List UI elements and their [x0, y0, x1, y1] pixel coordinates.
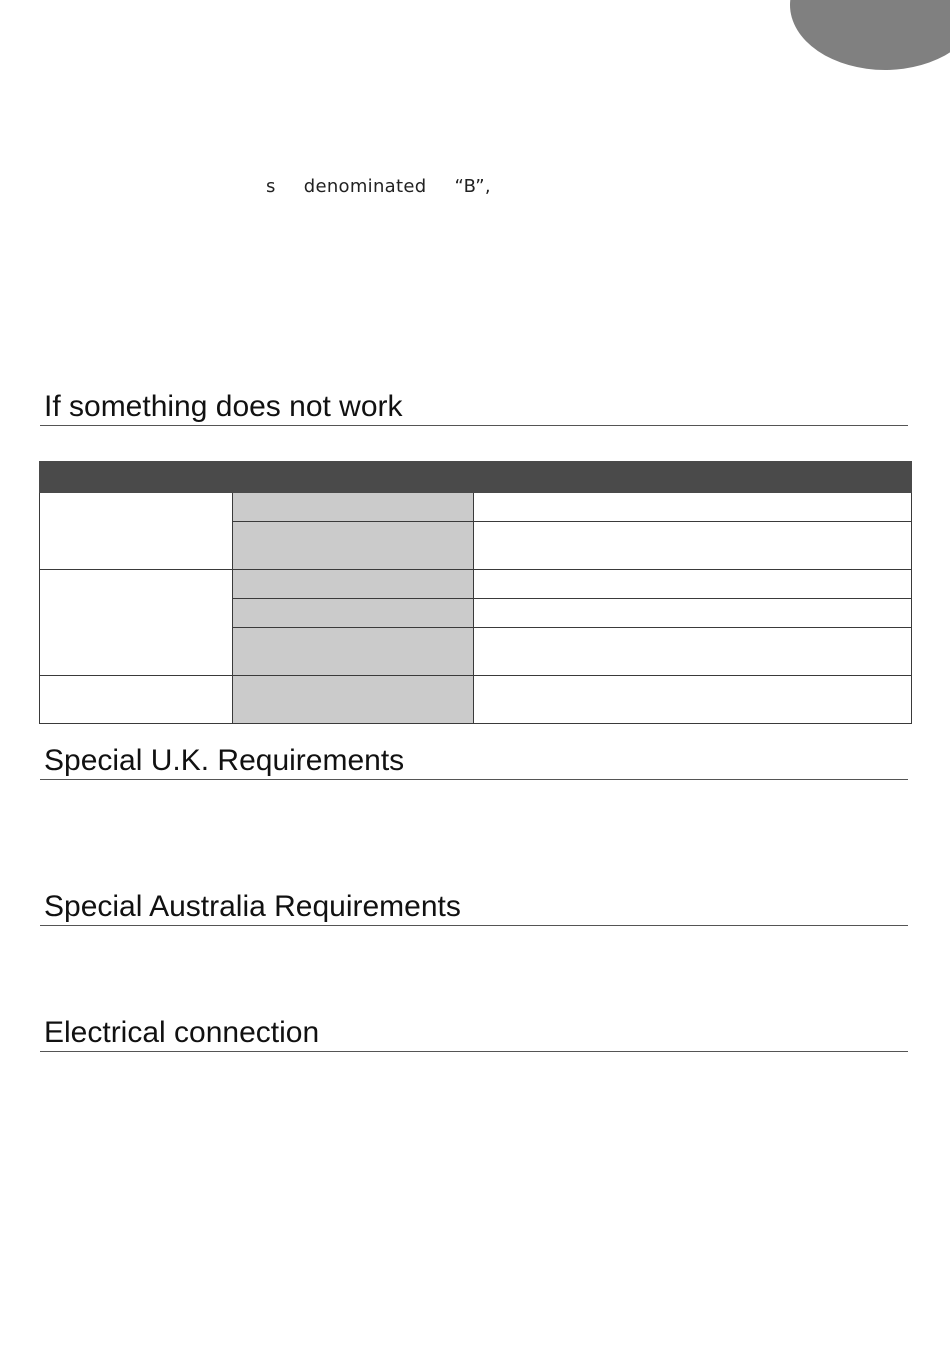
- body-text-fragment: s denominated “B”,: [266, 176, 491, 197]
- remedy-cell: [474, 628, 912, 676]
- cause-cell: [233, 570, 474, 599]
- heading-rule-uk: [40, 779, 908, 780]
- table-row: [40, 676, 912, 724]
- heading-troubleshooting: If something does not work: [44, 390, 403, 423]
- remedy-cell: [474, 570, 912, 599]
- remedy-cell: [474, 522, 912, 570]
- heading-australia-requirements: Special Australia Requirements: [44, 890, 461, 923]
- remedy-cell: [474, 493, 912, 522]
- fault-cell: [40, 676, 233, 724]
- heading-rule-troubleshooting: [40, 425, 908, 426]
- heading-rule-australia: [40, 925, 908, 926]
- header-fault: [40, 462, 233, 493]
- cause-cell: [233, 628, 474, 676]
- table-row: [40, 493, 912, 522]
- cause-cell: [233, 522, 474, 570]
- remedy-cell: [474, 676, 912, 724]
- table-row: [40, 570, 912, 599]
- table-header-row: [40, 462, 912, 493]
- header-cause: [233, 462, 474, 493]
- troubleshooting-table: [39, 461, 912, 724]
- cause-cell: [233, 493, 474, 522]
- page-corner-tab: [790, 0, 950, 70]
- remedy-cell: [474, 599, 912, 628]
- fault-cell: [40, 493, 233, 570]
- fault-cell: [40, 570, 233, 676]
- cause-cell: [233, 599, 474, 628]
- heading-electrical-connection: Electrical connection: [44, 1016, 320, 1049]
- header-remedy: [474, 462, 912, 493]
- heading-uk-requirements: Special U.K. Requirements: [44, 744, 405, 777]
- cause-cell: [233, 676, 474, 724]
- heading-rule-electrical: [40, 1051, 908, 1052]
